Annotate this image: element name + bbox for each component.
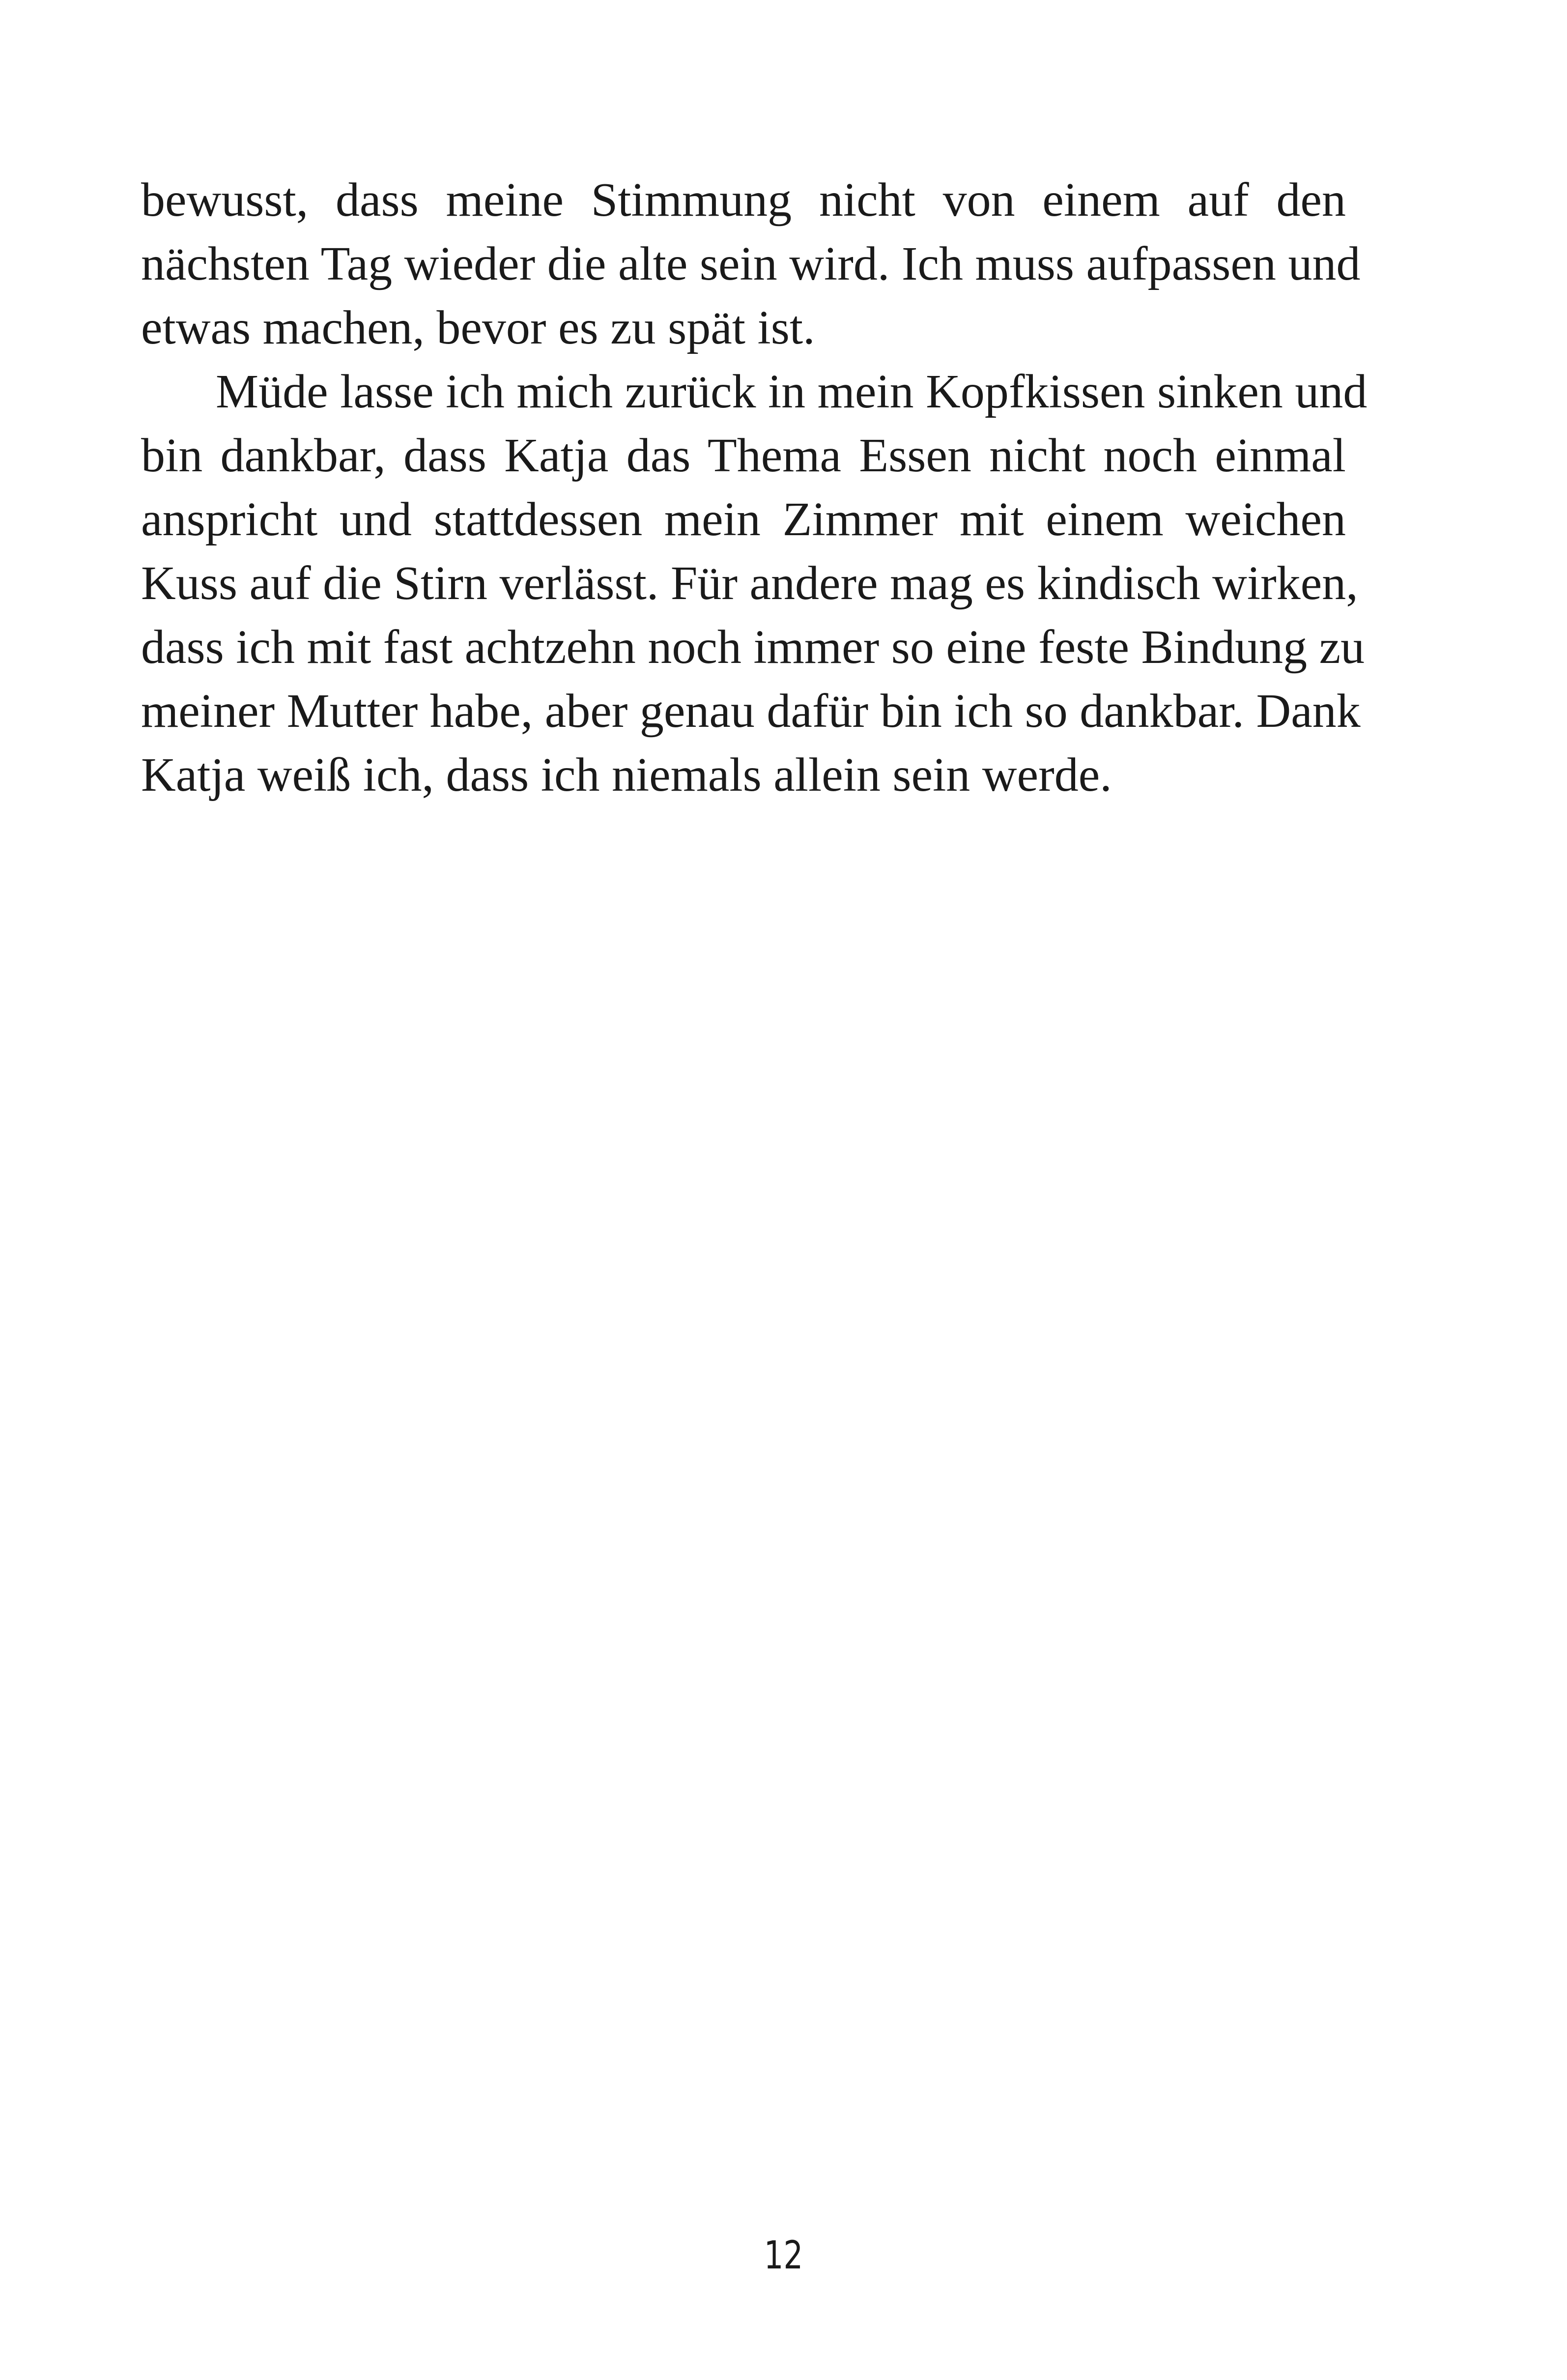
text-line: bin dankbar, dass Katja das Thema Essen nicht noch einmal — [141, 429, 1346, 482]
body-text — [141, 168, 1368, 807]
text-line: anspricht und stattdessen mein Zimmer mit einem weichen — [141, 493, 1346, 546]
text-line: meiner Mutter habe, aber genau dafür bin ich so dankbar. Dank — [141, 685, 1361, 738]
text-line: nächsten Tag wieder die alte sein wird. Ich muss aufpassen und — [141, 237, 1361, 290]
paragraph-1 — [141, 168, 1361, 360]
text-line: Müde lasse ich mich zurück in mein Kopfkissen sinken und — [216, 365, 1368, 418]
text-line: bewusst, dass meine Stimmung nicht von einem auf den — [141, 173, 1346, 227]
text-line: Katja weiß ich, dass ich niemals allein sein werde. — [141, 748, 1112, 802]
page-number: 12 — [764, 2234, 803, 2278]
paragraph-2 — [141, 360, 1368, 807]
text-line: dass ich mit fast achtzehn noch immer so eine feste Bindung zu — [141, 621, 1365, 674]
text-line: etwas machen, bevor es zu spät ist. — [141, 301, 815, 354]
text-line: Kuss auf die Stirn verlässt. Für andere mag es kindisch wirken, — [141, 557, 1358, 610]
